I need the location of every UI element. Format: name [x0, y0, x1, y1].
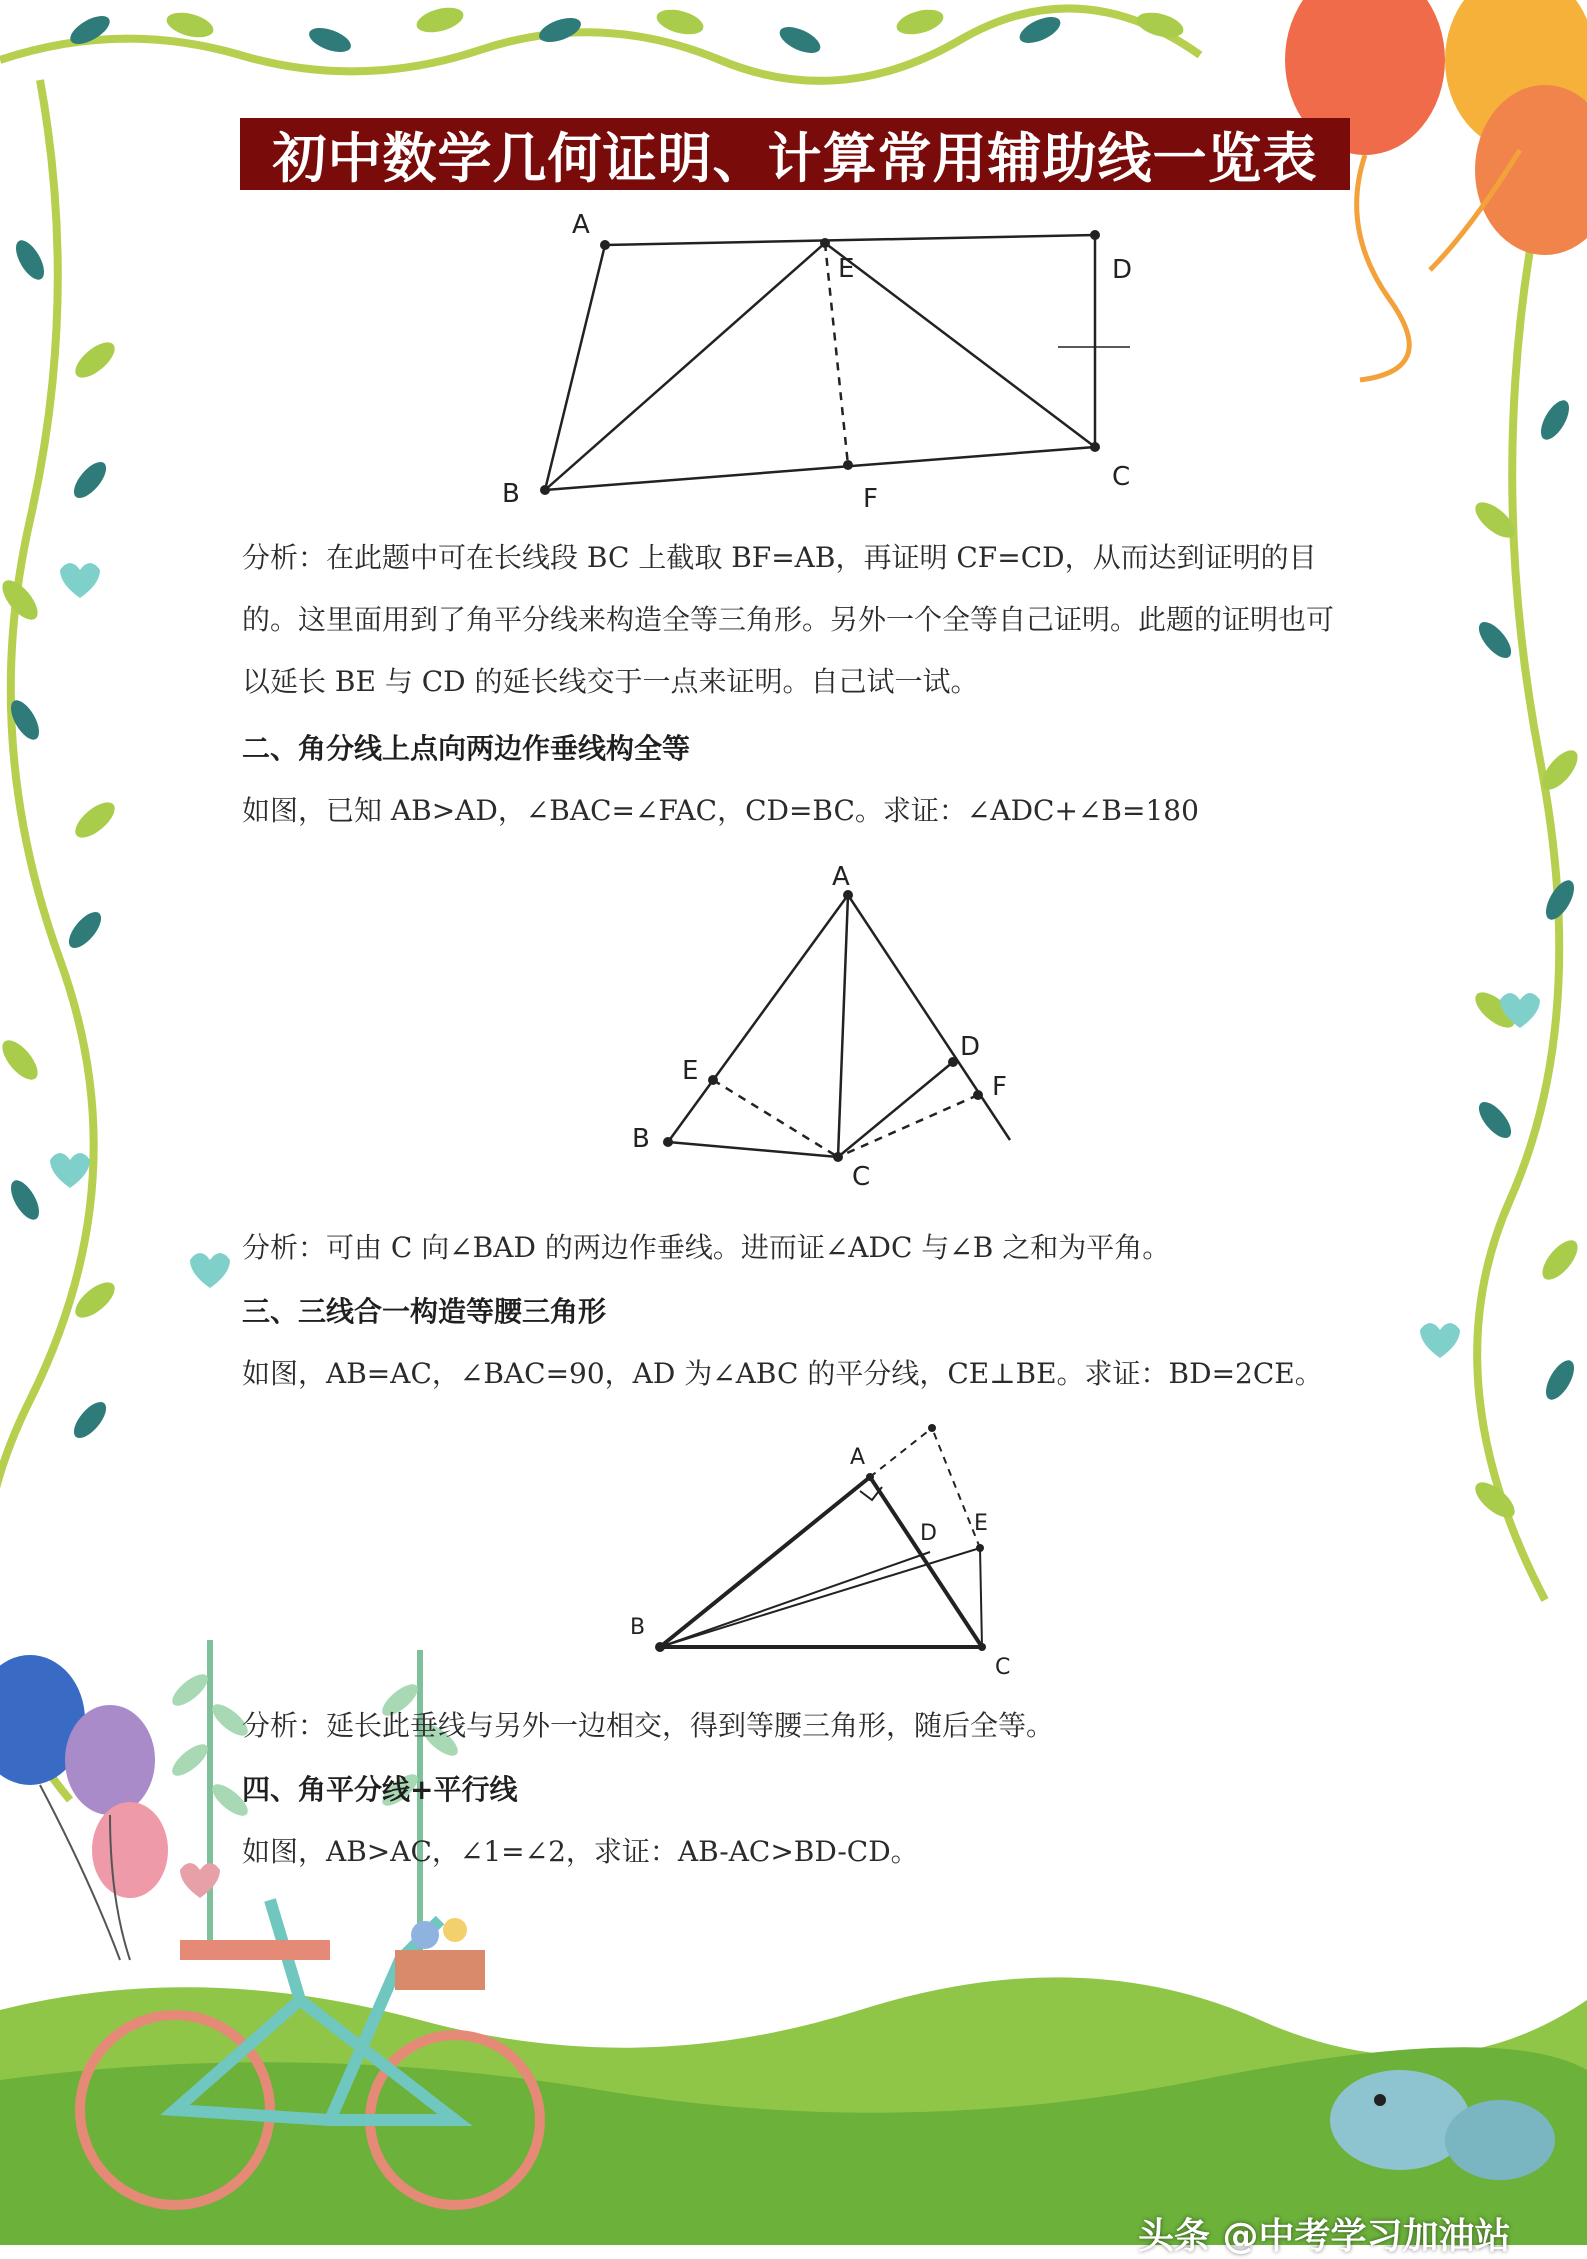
title-banner: [240, 118, 1350, 190]
label-d: D: [960, 1032, 981, 1062]
segment-dc: [838, 1062, 953, 1157]
section-3-analysis: 分析：延长此垂线与另外一边相交，得到等腰三角形，随后全等。: [242, 1709, 1055, 1742]
section-2-heading: 二、角分线上点向两边作垂线构全等: [242, 732, 691, 765]
segment-ac: [838, 895, 848, 1157]
label-a: A: [850, 1445, 866, 1470]
section-2-analysis: 分析：可由 C 向∠BAD 的两边作垂线。进而证∠ADC 与∠B 之和为平角。: [242, 1231, 1171, 1264]
figure-2: [620, 855, 1020, 1195]
label-a: A: [572, 210, 590, 240]
label-c: C: [995, 1655, 1011, 1680]
label-b: B: [630, 1615, 646, 1640]
section-3-heading: 三、三线合一构造等腰三角形: [242, 1295, 607, 1328]
label-e: E: [682, 1056, 699, 1086]
label-e: E: [974, 1511, 988, 1536]
label-e: E: [838, 254, 855, 284]
label-f: F: [992, 1072, 1007, 1102]
segment-ac: [870, 1477, 982, 1647]
extension-ce: [932, 1428, 980, 1548]
segment-ec: [825, 243, 1095, 447]
page-title: 初中数学几何证明、计算常用辅助线一览表: [272, 125, 1318, 190]
segment-be: [660, 1548, 980, 1647]
segment-bc: [668, 1142, 838, 1157]
label-c: C: [852, 1162, 871, 1192]
label-b: B: [502, 479, 520, 509]
label-b: B: [632, 1124, 650, 1154]
segment-ce: [980, 1548, 982, 1647]
section-4-problem: 如图，AB>AC，∠1=∠2，求证：AB-AC>BD-CD。: [242, 1835, 919, 1868]
section-2-problem: 如图，已知 AB>AD，∠BAC=∠FAC，CD=BC。求证：∠ADC+∠B=180: [242, 794, 1199, 827]
segment-be: [545, 243, 825, 490]
segment-af: [848, 895, 1010, 1140]
segment-bc: [545, 447, 1095, 490]
section-3-problem: 如图，AB=AC，∠BAC=90，AD 为∠ABC 的平分线，CE⊥BE。求证：BD=2CE。: [242, 1357, 1323, 1390]
segment-ec: [713, 1080, 838, 1157]
segment-ab: [660, 1477, 870, 1647]
section-4-heading: 四、角平分线+平行线: [242, 1773, 518, 1806]
label-c: C: [1112, 462, 1131, 492]
analysis-1: 分析：在此题中可在长线段 BC 上截取 BF=AB，再证明 CF=CD，从而达到证明的目的。这里面用到了角平分线来构造全等三角形。另外一个全等自己证明。此题的证明也可以延长 BE 与 CD 的延长线交于一点来证明。自己试一试。: [242, 541, 1335, 698]
segment-bd: [660, 1552, 930, 1647]
segment-ad: [605, 235, 1095, 245]
label-a: A: [832, 862, 850, 892]
figure-1: [490, 205, 1160, 515]
extension-ba: [870, 1428, 932, 1477]
label-d: D: [920, 1521, 937, 1546]
segment-ab: [545, 245, 605, 490]
label-d: D: [1112, 255, 1133, 285]
label-f: F: [863, 484, 878, 514]
figure-3: [620, 1412, 1040, 1687]
segment-ab: [668, 895, 848, 1142]
segment-fc: [838, 1095, 978, 1157]
watermark: 头条 @中考学习加油站: [1138, 2216, 1511, 2257]
